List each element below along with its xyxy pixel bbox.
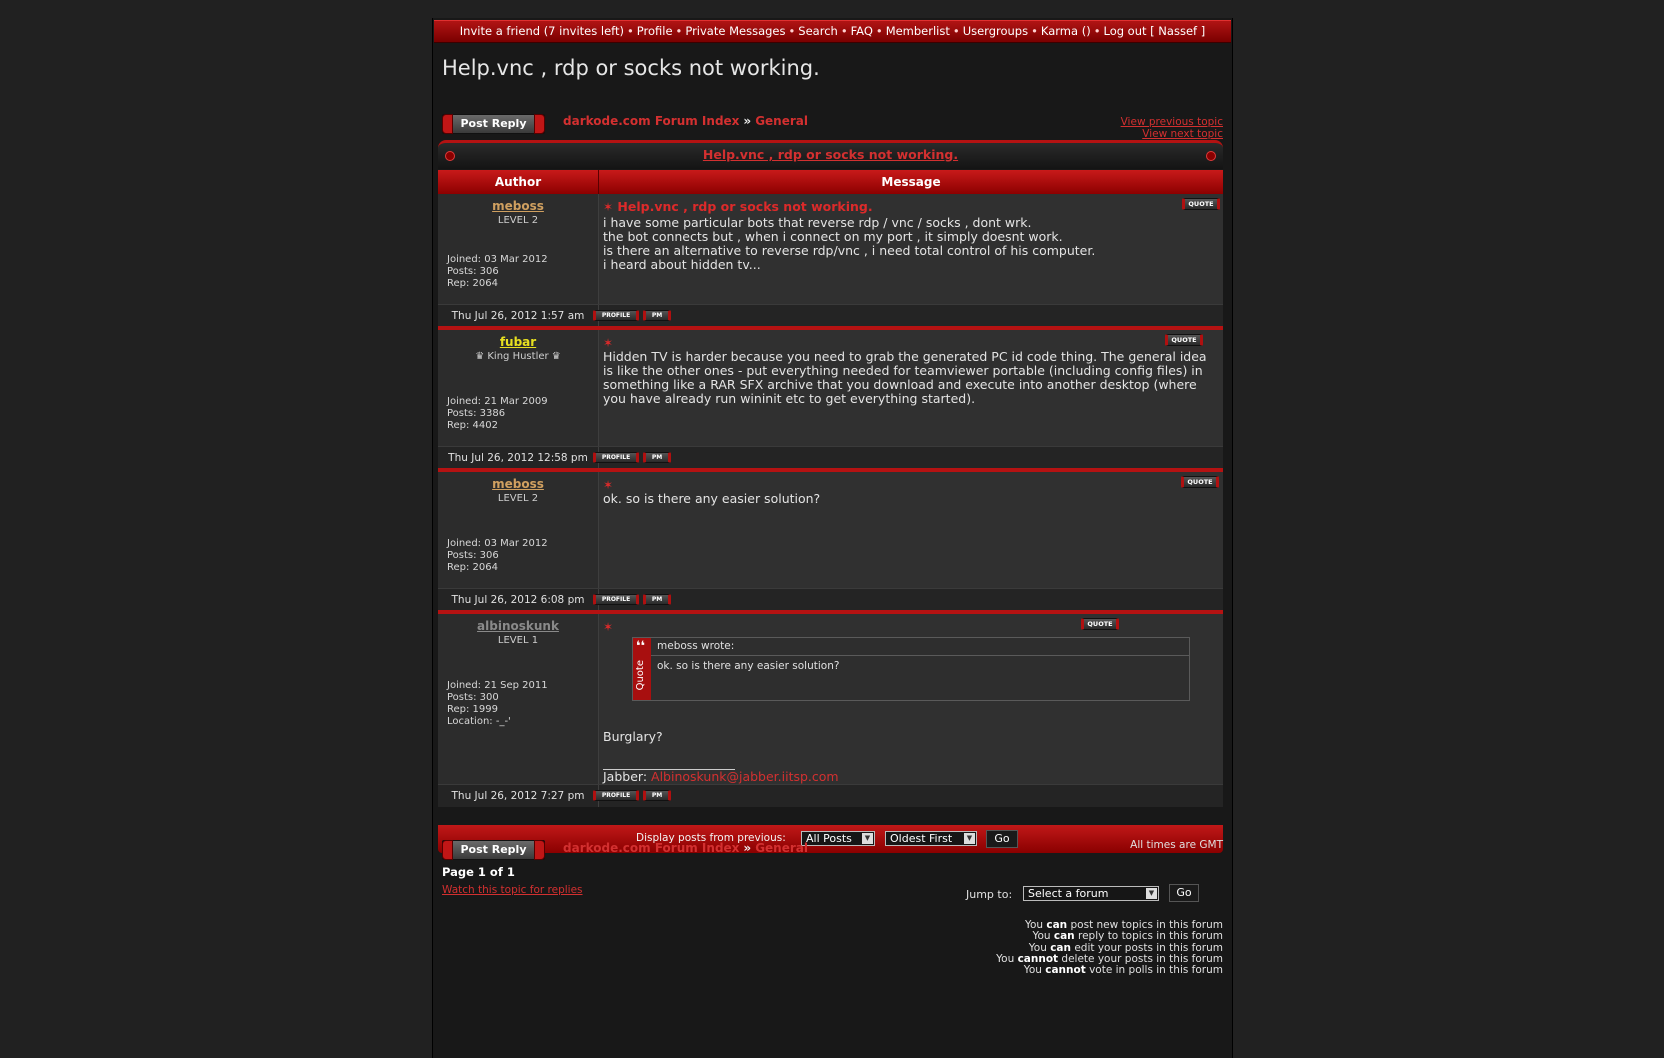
sort-order-select[interactable]: Oldest First ▼ <box>885 831 977 846</box>
quote-label: Quote <box>635 660 646 691</box>
post-3 <box>438 472 1223 588</box>
signature-jabber-link[interactable]: Albinoskunk@jabber.iitsp.com <box>651 769 839 784</box>
joined-date: Joined: 21 Sep 2011 <box>447 680 548 691</box>
jump-to-label: Jump to: <box>966 888 1013 901</box>
post-4 <box>438 614 1223 798</box>
jump-forum-select[interactable]: Select a forum ▼ <box>1023 886 1159 901</box>
post-1 <box>438 194 1223 304</box>
quote-text: ok. so is there any easier solution? <box>657 660 840 672</box>
quote-button[interactable]: QUOTE <box>1182 198 1220 210</box>
post-subject: ✶ Help.vnc , rdp or socks not working. <box>603 199 873 214</box>
nav-usergroups[interactable]: Usergroups <box>962 24 1029 38</box>
view-previous-topic-link[interactable]: View previous topic <box>1120 116 1223 128</box>
post-reply-button[interactable] <box>442 840 545 860</box>
joined-date: Joined: 03 Mar 2012 <box>447 254 548 265</box>
button-cap-left <box>442 840 453 860</box>
pm-button[interactable]: PM <box>643 594 671 605</box>
quote-button[interactable]: QUOTE <box>1181 476 1219 488</box>
post-body: i have some particular bots that reverse rdp / vnc / socks , dont wrk. the bot connects but , when i connect on my port , it simply doesnt work. is there an alternative to reverse rdp/vnc , i need total control of his computer. i heard about hidden tv... <box>603 215 1096 272</box>
button-cap-right <box>534 114 545 134</box>
display-go-button[interactable]: Go <box>986 830 1018 848</box>
button-cap-left <box>442 114 453 134</box>
post-author-stats <box>447 396 548 432</box>
quote-header: meboss wrote: <box>651 638 1189 656</box>
nav-karma[interactable]: Karma () <box>1040 24 1091 38</box>
post-marker-icon: ✶ <box>603 200 614 214</box>
forum-permissions <box>996 920 1223 976</box>
post-body: Burglary? <box>603 729 663 744</box>
location: Location: -_-' <box>447 716 511 727</box>
topic-navigation <box>1121 116 1223 140</box>
pm-button[interactable]: PM <box>643 790 671 801</box>
jump-go-button[interactable]: Go <box>1169 884 1199 902</box>
breadcrumb <box>563 841 808 855</box>
reputation: Rep: 4402 <box>447 420 498 431</box>
timezone-note: All times are GMT <box>1130 839 1223 851</box>
permission-line: You can edit your posts in this forum <box>1028 941 1223 954</box>
breadcrumb-separator: » <box>743 114 752 128</box>
nav-logout[interactable]: Log out [ Nassef ] <box>1103 24 1206 38</box>
post-date: Thu Jul 26, 2012 12:58 pm <box>438 447 599 469</box>
quote-block <box>632 637 1190 701</box>
post-subject <box>603 335 613 350</box>
breadcrumb-forum-index[interactable]: darkode.com Forum Index <box>563 114 740 128</box>
bolt-icon <box>1206 151 1216 161</box>
pm-button[interactable]: PM <box>643 310 671 321</box>
profile-button[interactable]: PROFILE <box>593 594 639 605</box>
post-author-stats <box>447 538 548 574</box>
post-author-rank: LEVEL 1 <box>497 635 539 646</box>
nav-profile[interactable]: Profile <box>636 24 673 38</box>
post-author-name[interactable]: meboss <box>492 199 544 213</box>
nav-private-messages[interactable]: Private Messages <box>685 24 786 38</box>
nav-search[interactable]: Search <box>798 24 838 38</box>
post-author-panel <box>438 614 599 798</box>
breadcrumb <box>563 114 808 128</box>
display-posts-label: Display posts from previous: <box>636 832 786 844</box>
reputation: Rep: 1999 <box>447 704 498 715</box>
post-footer <box>438 784 1223 807</box>
post-message <box>599 330 1223 446</box>
view-next-topic-link[interactable]: View next topic <box>1142 128 1223 140</box>
post-author-rank: LEVEL 2 <box>497 215 539 226</box>
permission-line: You cannot delete your posts in this forum <box>996 952 1223 965</box>
breadcrumb-general[interactable]: General <box>755 114 808 128</box>
chevron-down-icon: ▼ <box>862 833 873 844</box>
post-message <box>599 614 1223 798</box>
joined-date: Joined: 21 Mar 2009 <box>447 396 548 407</box>
reputation: Rep: 2064 <box>447 278 498 289</box>
post-author-panel <box>438 194 599 304</box>
pm-button[interactable]: PM <box>643 452 671 463</box>
display-options-bar <box>438 825 1223 853</box>
post-count: Posts: 3386 <box>447 408 506 419</box>
message-column-header: Message <box>881 175 941 189</box>
post-reply-label: Post Reply <box>460 843 527 856</box>
profile-button[interactable]: PROFILE <box>593 452 639 463</box>
post-count: Posts: 306 <box>447 550 499 561</box>
page-title: Help.vnc , rdp or socks not working. <box>442 56 820 80</box>
quote-button[interactable]: QUOTE <box>1165 334 1203 346</box>
post-author-name[interactable]: meboss <box>492 477 544 491</box>
quote-mark-icon: ❛❛ <box>636 639 646 654</box>
joined-date: Joined: 03 Mar 2012 <box>447 538 548 549</box>
quote-sidebar <box>633 638 651 700</box>
nav-faq[interactable]: FAQ <box>850 24 873 38</box>
permission-line: You cannot vote in polls in this forum <box>1023 964 1223 977</box>
chevron-down-icon: ▼ <box>1146 888 1157 899</box>
post-message <box>599 194 1223 304</box>
post-date: Thu Jul 26, 2012 6:08 pm <box>438 589 599 611</box>
post-author-rank: LEVEL 2 <box>497 493 539 504</box>
post-author-name[interactable]: fubar <box>499 335 537 349</box>
post-footer <box>438 588 1223 611</box>
breadcrumb-forum-index[interactable]: darkode.com Forum Index <box>563 841 740 855</box>
posts-filter-select[interactable]: All Posts ▼ <box>801 831 875 846</box>
signature-label: Jabber: <box>603 769 648 784</box>
bolt-icon <box>445 151 455 161</box>
post-2 <box>438 330 1223 446</box>
quote-button[interactable]: QUOTE <box>1081 618 1119 630</box>
post-body: ok. so is there any easier solution? <box>603 491 821 506</box>
signature <box>603 770 1215 784</box>
author-column-header: Author <box>438 170 599 194</box>
breadcrumb-separator: » <box>743 841 752 855</box>
post-author-stats <box>447 254 548 290</box>
post-reply-button[interactable] <box>442 114 545 134</box>
post-marker-icon: ✶ <box>603 478 614 492</box>
post-author-panel <box>438 330 599 446</box>
permission-line: You can reply to topics in this forum <box>1032 930 1223 943</box>
post-marker-icon: ✶ <box>603 336 614 350</box>
breadcrumb-general[interactable]: General <box>755 841 808 855</box>
column-headers <box>438 170 1223 194</box>
top-navigation: Invite a friend (7 invites left) • Profile • Private Messages • Search • FAQ • Memberlist • Usergroups • Karma () • Log out [ Nassef ] <box>434 20 1231 43</box>
post-author-rank: ♛ King Hustler ♛ <box>475 351 561 362</box>
post-author-stats <box>447 680 548 728</box>
post-author-panel <box>438 472 599 588</box>
profile-button[interactable]: PROFILE <box>593 310 639 321</box>
profile-button[interactable]: PROFILE <box>593 790 639 801</box>
post-marker-icon: ✶ <box>603 620 614 634</box>
post-count: Posts: 306 <box>447 266 499 277</box>
page-container <box>432 18 1233 1058</box>
reputation: Rep: 2064 <box>447 562 498 573</box>
post-footer <box>438 304 1223 327</box>
nav-memberlist[interactable]: Memberlist <box>885 24 950 38</box>
post-message <box>599 472 1223 588</box>
post-count: Posts: 300 <box>447 692 499 703</box>
post-date: Thu Jul 26, 2012 7:27 pm <box>438 785 599 807</box>
watch-topic-link[interactable]: Watch this topic for replies <box>442 884 583 896</box>
topic-title-bar <box>438 140 1223 169</box>
page-indicator: Page 1 of 1 <box>442 865 515 879</box>
post-reply-label: Post Reply <box>460 117 527 130</box>
nav-invite-friend[interactable]: Invite a friend (7 invites left) <box>459 24 624 38</box>
post-author-name[interactable]: albinoskunk <box>477 619 559 633</box>
post-date: Thu Jul 26, 2012 1:57 am <box>438 305 599 327</box>
post-body: Hidden TV is harder because you need to grab the generated PC id code thing. The general idea is like the other ones - put everything needed for teamviewer portable (including config files) in something like a RAR SFX archive that you download and execute into another desktop (where you have already run wininit etc to get everything started). <box>603 349 1207 406</box>
button-cap-right <box>534 840 545 860</box>
post-subject <box>603 619 613 634</box>
post-subject <box>603 477 613 492</box>
topic-title-link[interactable]: Help.vnc , rdp or socks not working. <box>702 147 959 162</box>
chevron-down-icon: ▼ <box>964 833 975 844</box>
post-footer <box>438 446 1223 469</box>
permission-line: You can post new topics in this forum <box>1024 919 1223 931</box>
